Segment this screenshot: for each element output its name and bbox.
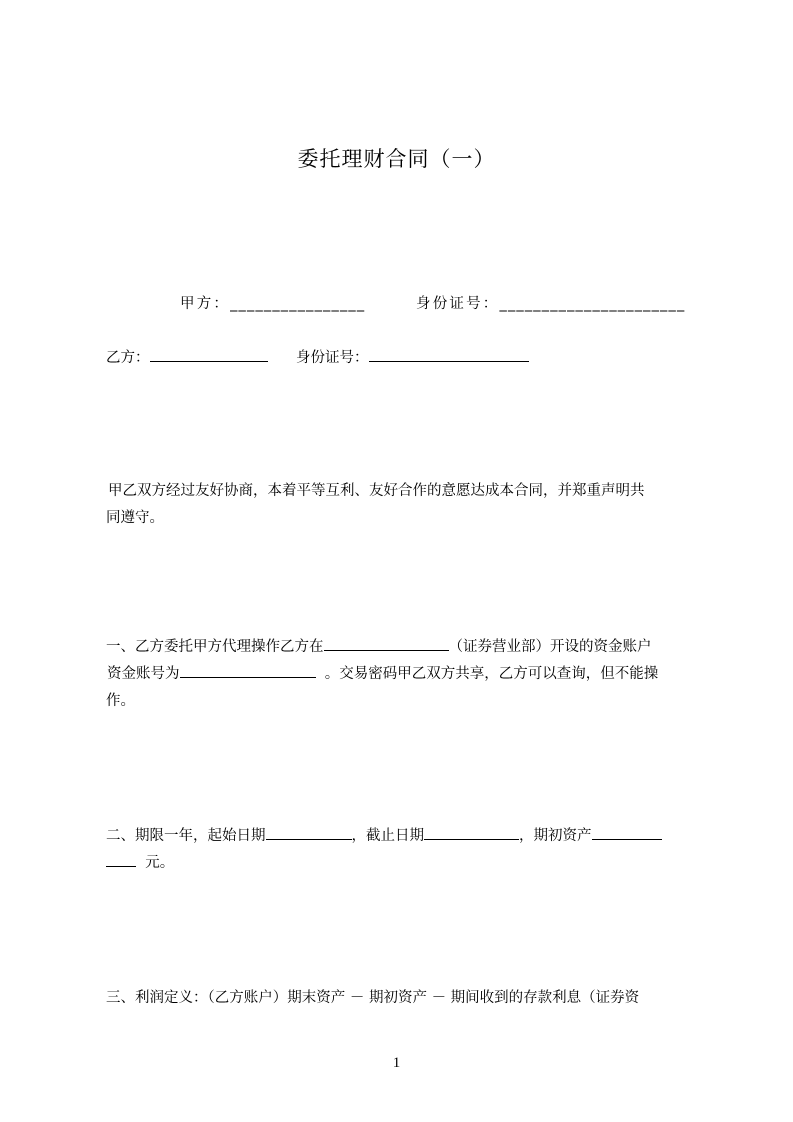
party-a-id-line (416, 292, 685, 313)
party-b-line (106, 346, 268, 367)
initial-assets-blank (592, 825, 662, 840)
party-b-id-label: 身份证号： (296, 350, 369, 366)
clause-1 (106, 634, 706, 715)
fund-account-blank (180, 663, 316, 678)
clause-2-text-a: 二、期限一年，起始日期 (106, 828, 266, 844)
intro-line-2: 同遵守。 (106, 510, 164, 526)
party-b-label: 乙方： (106, 350, 150, 366)
party-a-id-blank: ______________________ (499, 296, 686, 312)
clause-1-text-a: 一、乙方委托甲方代理操作乙方在 (106, 639, 324, 655)
party-a-line (180, 292, 365, 313)
clause-1-text-c: 资金账号为 (107, 666, 180, 682)
securities-branch-blank (324, 636, 449, 651)
document-title: 委托理财合同（一） (297, 147, 496, 171)
intro-line-1: 甲乙双方经过友好协商，本着平等互利、友好合作的意愿达成本合同，并郑重声明共 (108, 483, 645, 499)
clause-3-line-1: 三、利润定义：（乙方账户）期末资产 － 期初资产 － 期间收到的存款利息（证券资 (106, 990, 640, 1006)
intro-paragraph (106, 478, 706, 532)
party-a-id-label: 身份证号： (416, 296, 500, 312)
party-a-label: 甲方： (180, 296, 231, 312)
clause-1-line-1 (106, 634, 706, 661)
clause-1-line-3: 作。 (106, 693, 135, 709)
start-date-blank (266, 825, 352, 840)
page-number: 1 (392, 1055, 401, 1071)
party-b-blank (150, 347, 268, 362)
end-date-blank (424, 825, 519, 840)
party-a-blank: ________________ (230, 296, 366, 312)
clause-1-text-d: 。交易密码甲乙双方共享，乙方可以查询，但不能操 (324, 666, 659, 682)
clause-2-text-d: 元。 (145, 855, 175, 871)
party-b-id-blank (369, 347, 529, 362)
clause-3 (106, 985, 706, 1012)
clause-2-line-2 (106, 850, 706, 877)
clause-1-line-2 (106, 661, 706, 688)
clause-2-line-1 (106, 823, 706, 850)
initial-assets-blank-cont (106, 852, 136, 867)
clause-2-text-c: ，期初资产 (519, 828, 592, 844)
clause-2-text-b: ，截止日期 (351, 828, 424, 844)
clause-1-text-b: （证券营业部）开设的资金账户 (448, 639, 652, 655)
party-b-id-line (296, 346, 529, 367)
clause-2 (106, 823, 706, 877)
